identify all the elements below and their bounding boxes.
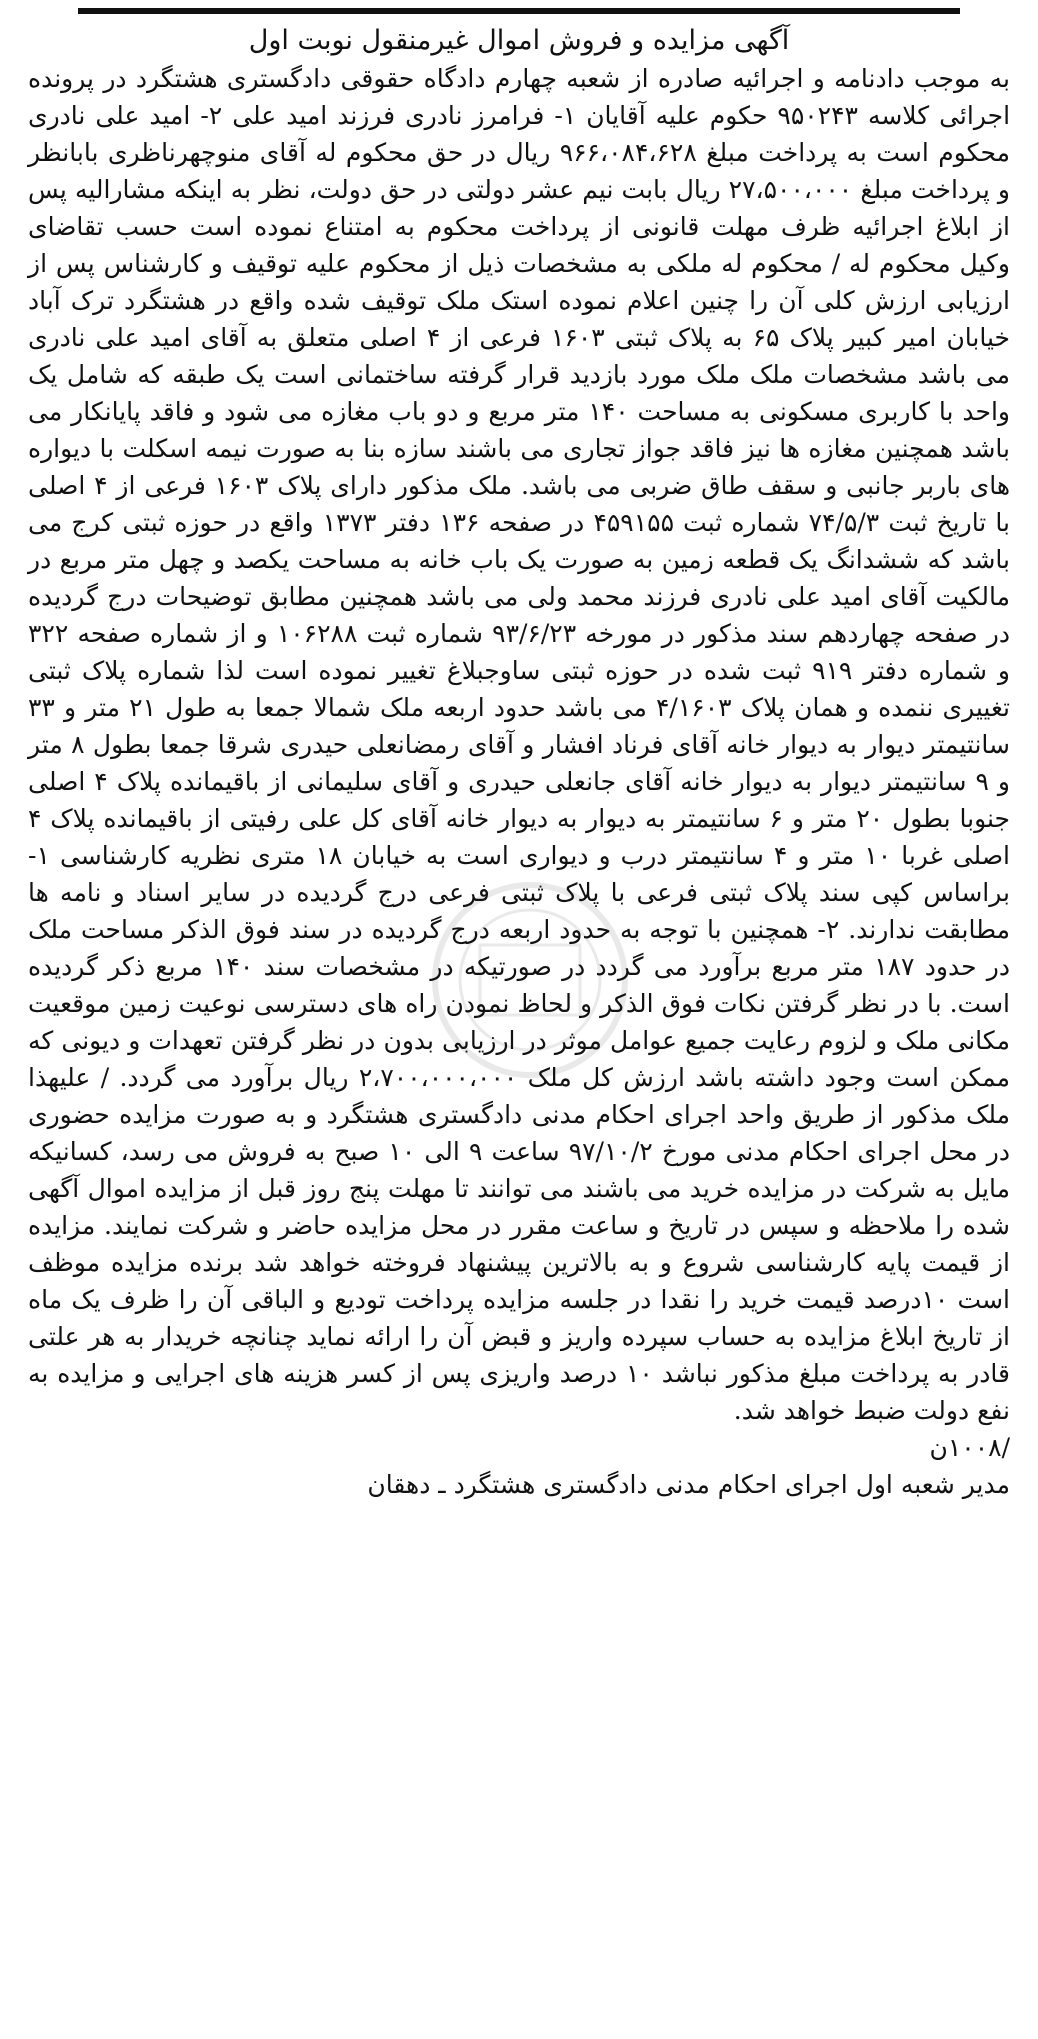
notice-block: [28, 22, 1010, 1503]
top-rule: [78, 8, 960, 14]
notice-body: به موجب دادنامه و اجرائیه صادره از شعبه چهارم دادگاه حقوقی دادگستری هشتگرد در پرونده اجرائی کلاسه ۹۵۰۲۴۳ حکوم علیه آقایان ۱- فرامرز نادری فرزند امید علی ۲- امید علی نادری محکوم است به پرداخت مبلغ ۹۶۶،۰۸۴،۶۲۸ ریال در حق محکوم له آقای منوچهرناظری بابانظر و پرداخت مبلغ ۲۷،۵۰۰،۰۰۰ ریال بابت نیم عشر دولتی در حق دولت، نظر به اینکه مشارالیه پس از ابلاغ اجرائیه ظرف مهلت قانونی از پرداخت محکوم به امتناع نموده است حسب تقاضای وکیل محکوم له / محکوم له ملکی به مشخصات ذیل از محکوم علیه توقیف و کارشناس پس از ارزیابی ارزش کلی آن را چنین اعلام نموده استک ملک توقیف شده واقع در هشتگرد ترک آباد خیابان امیر کبیر پلاک ۶۵ به پلاک ثبتی ۱۶۰۳ فرعی از ۴ اصلی متعلق به آقای امید علی نادری می باشد مشخصات ملک ملک مورد بازدید قرار گرفته ساختمانی است یک طبقه که شامل یک واحد با کاربری مسکونی به مساحت ۱۴۰ متر مربع و دو باب مغازه می شود و فاقد پایانکار می باشد همچنین مغازه ها نیز فاقد جواز تجاری می باشند سازه بنا به صورت نیمه اسکلت با دیواره های باربر جانبی و سقف طاق ضربی می باشد. ملک مذکور دارای پلاک ۱۶۰۳ فرعی از ۴ اصلی با تاریخ ثبت ۷۴/۵/۳ شماره ثبت ۴۵۹۱۵۵ در صفحه ۱۳۶ دفتر ۱۳۷۳ واقع در حوزه ثبتی کرج می باشد که ششدانگ یک قطعه زمین به صورت یک باب خانه به مساحت یکصد و چهل متر مربع در مالکیت آقای امید علی نادری فرزند محمد ولی می باشد همچنین مطابق توضیحات درج گردیده در صفحه چهاردهم سند مذکور در مورخه ۹۳/۶/۲۳ شماره ثبت ۱۰۶۲۸۸ و از شماره صفحه ۳۲۲ و شماره دفتر ۹۱۹ ثبت شده در حوزه ثبتی ساوجبلاغ تغییر نموده است لذا شماره پلاک ثبتی تغییری ننمده و همان پلاک ۴/۱۶۰۳ می باشد حدود اربعه ملک شمالا جمعا به طول ۲۱ متر و ۳۳ سانتیمتر دیوار به دیوار خانه آقای فرناد افشار و آقای رمضانعلی حیدری شرقا جمعا بطول ۸ متر و ۹ سانتیمتر دیوار به دیوار خانه آقای جانعلی حیدری و آقای سلیمانی از باقیمانده پلاک ۴ اصلی جنوبا بطول ۲۰ متر و ۶ سانتیمتر به دیوار به دیوار خانه آقای کل علی رفیتی از باقیمانده پلاک ۴ اصلی غربا ۱۰ متر و ۴ سانتیمتر درب و دیواری است به خیابان ۱۸ متری نظریه کارشناسی ۱- براساس کپی سند پلاک ثبتی فرعی با پلاک ثبتی فرعی درج گردیده در سایر اسناد و نامه ها مطابقت ندارند. ۲- همچنین با توجه به حدود اربعه درج گردیده در سند فوق الذکر مساحت ملک در حدود ۱۸۷ متر مربع برآورد می گردد در صورتیکه در مشخصات سند ۱۴۰ مربع ذکر گردیده است. با در نظر گرفتن نکات فوق الذکر و لحاظ نمودن راه های دسترسی نوعیت زمین موقعیت مکانی ملک و لزوم رعایت جمیع عوامل موثر در ارزیابی بدون در نظر گرفتن تعهدات و دیونی که ممکن است وجود داشته باشد ارزش کل ملک ۲،۷۰۰،۰۰۰،۰۰۰ ریال برآورد می گردد. / علیهذا ملک مذکور از طریق واحد اجرای احکام مدنی دادگستری هشتگرد و به صورت مزایده حضوری در محل اجرای احکام مدنی مورخ ۹۷/۱۰/۲ ساعت ۹ الی ۱۰ صبح به فروش می رسد، کسانیکه مایل به شرکت در مزایده خرید می باشند می توانند تا مهلت پنج روز قبل از مزایده اموال آگهی شده را ملاحظه و سپس در تاریخ و ساعت مقرر در محل مزایده حاضر و شرکت نمایند. مزایده از قیمت پایه کارشناسی شروع و به بالاترین پیشنهاد فروخته خواهد شد برنده مزایده موظف است ۱۰درصد قیمت خرید را نقدا در جلسه مزایده پرداخت تودیع و الباقی آن را ظرف یک ماه از تاریخ ابلاغ مزایده به حساب سپرده واریز و قبض آن را ارائه نماید چنانچه خریدار به هر علتی قادر به پرداخت مبلغ مذکور نباشد ۱۰ درصد واریزی پس از کسر هزینه های اجرایی و مزایده به نفع دولت ضبط خواهد شد.: [28, 64, 1011, 1425]
notice-title: آگهی مزایده و فروش اموال غیرمنقول نوبت اول: [248, 25, 790, 56]
notice-signature: مدیر شعبه اول اجرای احکام مدنی دادگستری هشتگرد ـ دهقان: [367, 1470, 1010, 1499]
notice-reference: /۱۰۰۸ن: [929, 1433, 1010, 1462]
